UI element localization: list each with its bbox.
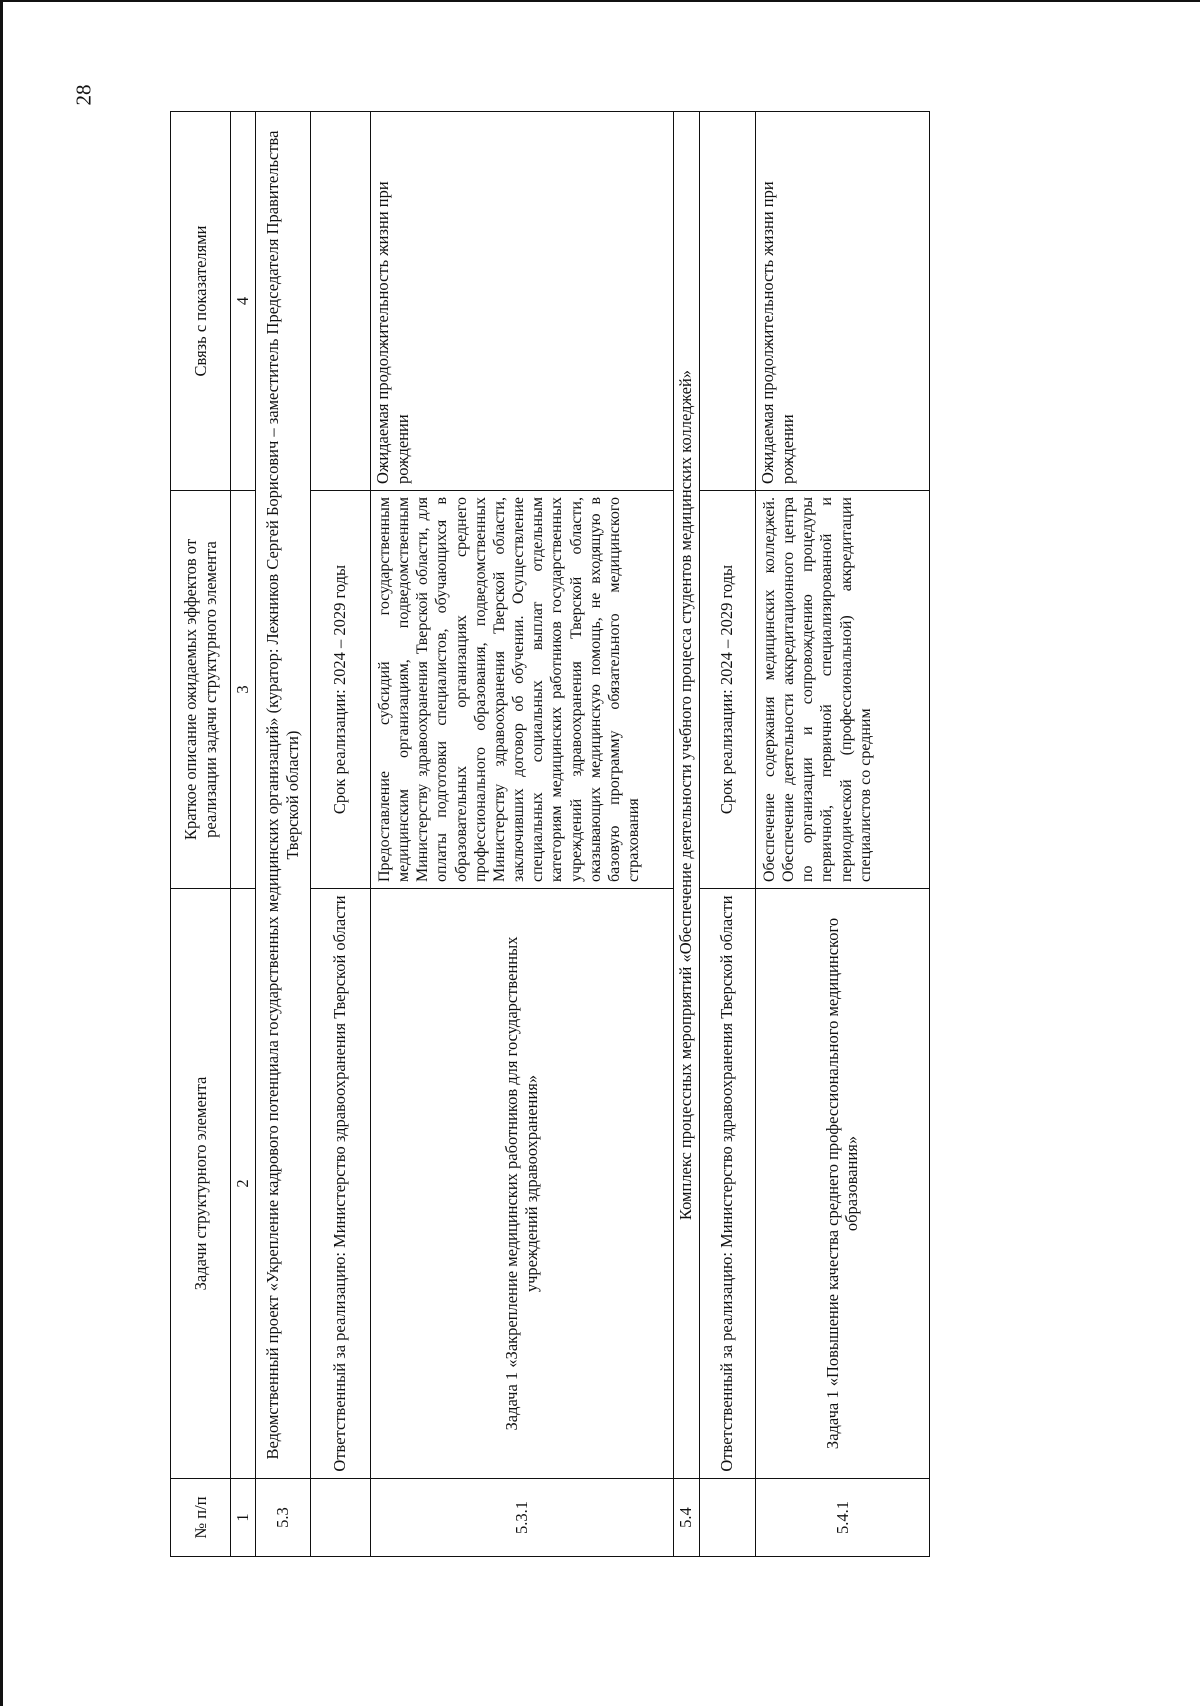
structural-elements-table bbox=[170, 111, 930, 1557]
scan-border-top bbox=[0, 0, 1200, 2]
responsible-row bbox=[699, 112, 755, 1557]
scan-border-left bbox=[0, 0, 3, 1706]
section-title: Ведомственный проект «Укрепление кадрового потенциала государственных медицинских организаций» (куратор: Лежников Сергей Борисович – заместитель Председателя Правительства Тверской области) bbox=[255, 112, 310, 1479]
table-header-row bbox=[171, 112, 231, 1557]
empty-cell bbox=[310, 112, 370, 491]
index-cell: 2 bbox=[231, 889, 256, 1479]
task-text: Задача 1 «Повышение качества среднего профессионального медицинского образования» bbox=[755, 889, 929, 1479]
indicator-link: Ожидаемая продолжительность жизни при рождении bbox=[370, 112, 673, 491]
empty-cell bbox=[699, 1479, 755, 1557]
term-text: Срок реализации: 2024 – 2029 годы bbox=[699, 491, 755, 889]
index-row bbox=[231, 112, 256, 1557]
task-text: Задача 1 «Закрепление медицинских работников для государственных учреждений здравоохранения» bbox=[370, 889, 673, 1479]
indicator-link: Ожидаемая продолжительность жизни при рождении bbox=[755, 112, 929, 491]
term-text: Срок реализации: 2024 – 2029 годы bbox=[310, 491, 370, 889]
section-row bbox=[673, 112, 699, 1557]
responsible-row bbox=[310, 112, 370, 1557]
index-cell: 4 bbox=[231, 112, 256, 491]
page-number: 28 bbox=[71, 84, 96, 106]
header-effects: Краткое описание ожидаемых эффектов от реализации задачи структурного элемента bbox=[171, 491, 231, 889]
header-task: Задачи структурного элемента bbox=[171, 889, 231, 1479]
index-cell: 1 bbox=[231, 1479, 256, 1557]
index-cell: 3 bbox=[231, 491, 256, 889]
section-number: 5.3 bbox=[255, 1479, 310, 1557]
task-number: 5.4.1 bbox=[755, 1479, 929, 1557]
rotated-table-container bbox=[170, 112, 930, 1557]
effects-text: Предоставление субсидий государственным медицинским организациям, подведомственным Министерству здравоохранения Тверской области, для оплаты подготовки специалистов, обучающихся в образовательных организациях среднего профессионального образования, подведомственных Министерству здравоохранения Тверской области, заключивших договор об обучении. Осуществление специальных социальных выплат отдельным категориям медицинских работников государственных учреждений здравоохранения Тверской области, оказывающих медицинскую помощь, не входящую в базовую программу обязательного медицинского страхования bbox=[370, 491, 673, 889]
empty-cell bbox=[699, 112, 755, 491]
task-row bbox=[370, 112, 673, 1557]
effects-text: Обеспечение содержания медицинских колледжей. Обеспечение деятельности аккредитационного центра по организации и сопровождению процедуры первичной, первичной специализированной и периодической (профессиональной) аккредитации специалистов со средним bbox=[755, 491, 929, 889]
header-link: Связь с показателями bbox=[171, 112, 231, 491]
section-number: 5.4 bbox=[673, 1479, 699, 1557]
task-number: 5.3.1 bbox=[370, 1479, 673, 1557]
header-num: № п/п bbox=[171, 1479, 231, 1557]
section-row bbox=[255, 112, 310, 1557]
empty-cell bbox=[310, 1479, 370, 1557]
task-row bbox=[755, 112, 929, 1557]
responsible-text: Ответственный за реализацию: Министерство здравоохранения Тверской области bbox=[310, 889, 370, 1479]
section-title: Комплекс процессных мероприятий «Обеспечение деятельности учебного процесса студентов медицинских колледжей» bbox=[673, 112, 699, 1479]
responsible-text: Ответственный за реализацию: Министерство здравоохранения Тверской области bbox=[699, 889, 755, 1479]
